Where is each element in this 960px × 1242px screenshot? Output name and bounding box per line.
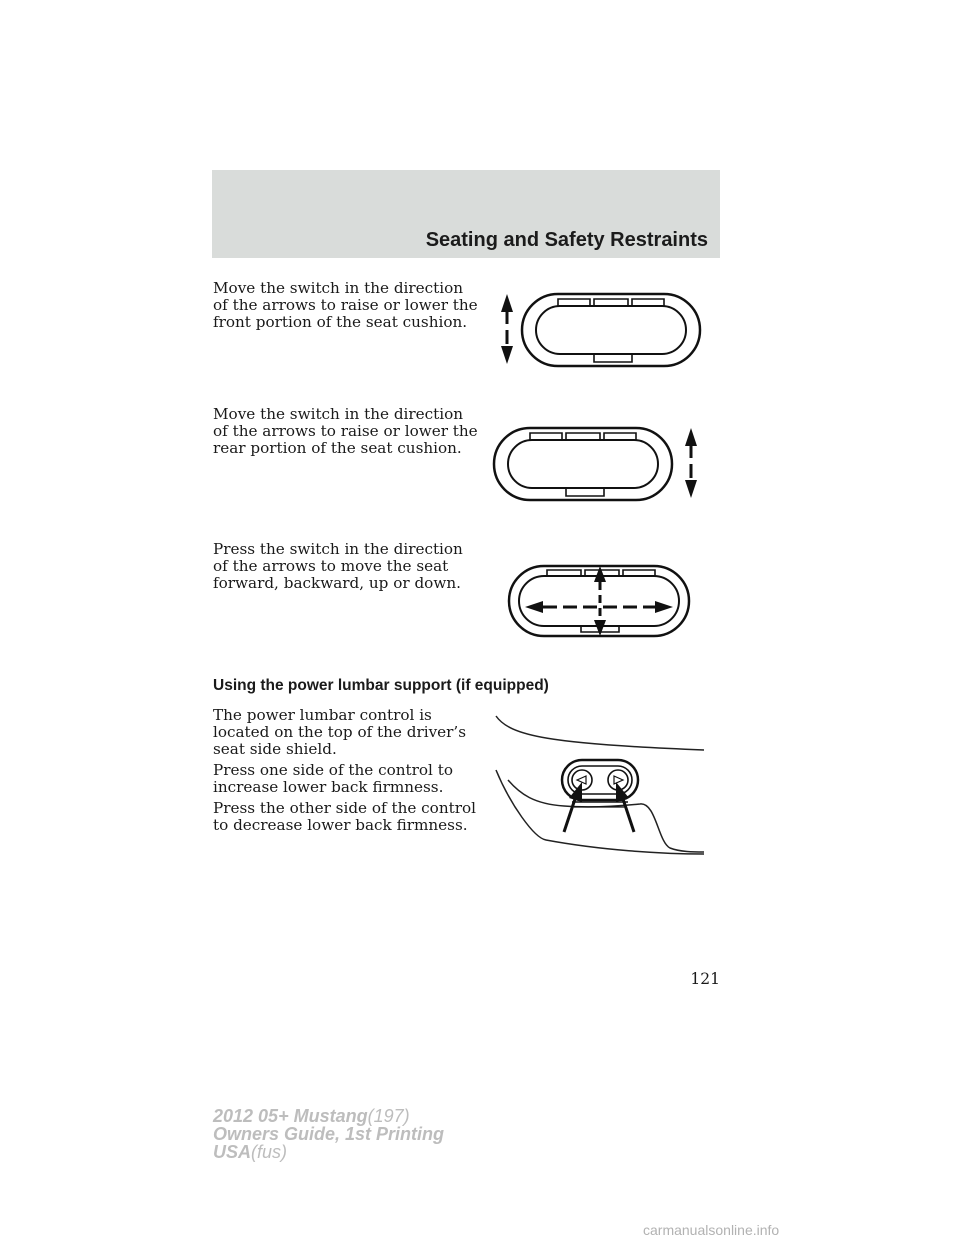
footer-line-2: Owners Guide, 1st Printing: [213, 1124, 445, 1144]
seat-switch-front-tilt-icon: [490, 290, 710, 370]
footer-model: 2012 05+ Mustang: [213, 1106, 368, 1126]
instruction-rear-tilt: Move the switch in the direction of the arrows to raise or lower the rear portion of the seat cushion.: [213, 405, 478, 457]
footer-line-3: [213, 1143, 444, 1161]
seat-switch-rear-tilt-icon: [490, 424, 710, 504]
lumbar-control-icon: [490, 712, 710, 862]
footer-line-1: [213, 1107, 444, 1125]
seat-switch-four-way-icon: [505, 562, 695, 642]
section-title: Seating and Safety Restraints: [425, 229, 708, 251]
header-band: [212, 170, 720, 258]
watermark: carmanualsonline.info: [643, 1222, 780, 1238]
footer: [213, 1107, 444, 1161]
lumbar-decrease-text: Press the other side of the control to decrease lower back firmness.: [213, 799, 476, 834]
lumbar-heading: Using the power lumbar support (if equipped): [213, 677, 549, 694]
instruction-front-tilt: Move the switch in the direction of the arrows to raise or lower the front portion of the seat cushion.: [213, 279, 478, 331]
footer-model-code: (197): [367, 1106, 410, 1126]
page-number: 121: [690, 970, 720, 988]
instruction-four-way: Press the switch in the direction of the arrows to move the seat forward, backward, up or down.: [213, 540, 463, 592]
lumbar-increase-text: Press one side of the control to increase lower back firmness.: [213, 761, 453, 796]
footer-market: USA: [213, 1142, 252, 1162]
footer-market-code: (fus): [251, 1142, 288, 1162]
lumbar-location-text: The power lumbar control is located on the top of the driver’s seat side shield.: [213, 706, 467, 758]
